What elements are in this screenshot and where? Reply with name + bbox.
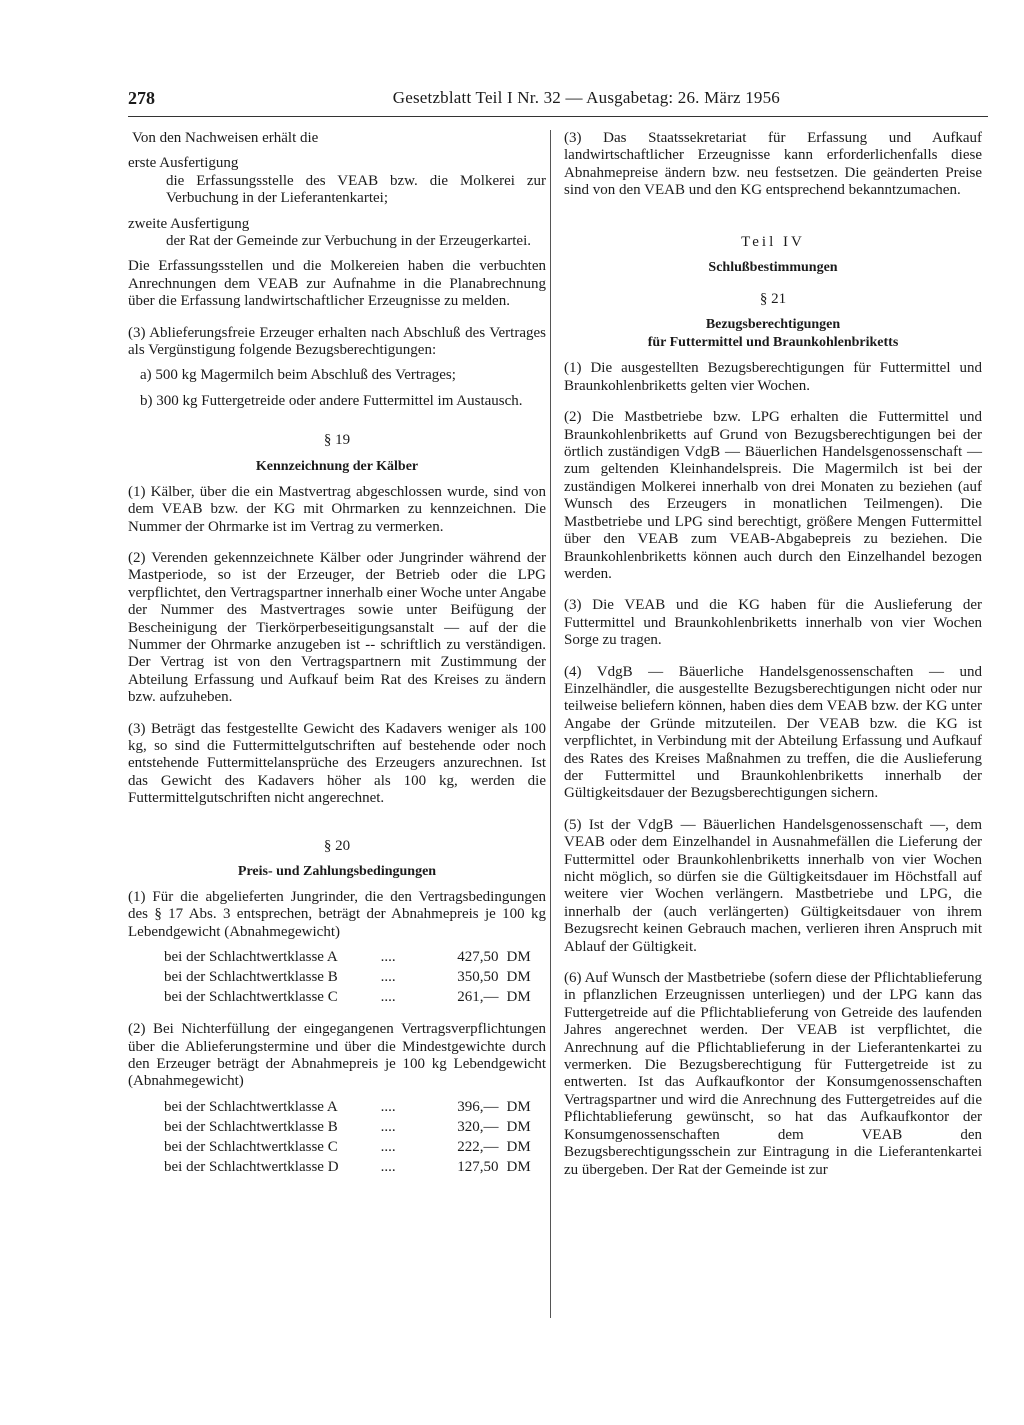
- table-row: [128, 1157, 546, 1177]
- paragraph: (5) Ist der VdgB — Bäuerlichen Handelsgenossenschaft —, dem VEAB oder dem Einzelhandel in Ausnahmefällen die Lieferung der Futtermittel oder Braunkohlenbriketts innerhalb von vier Wochen nicht möglich, so dürfen sie die Gültigkeitsdauer im Höchstfall auf weitere vier Wochen verlängern. Mastbetriebe und LPG, die innerhalb der (auch verlängerten) Gültigkeitsdauer von ihrem Bezugsrecht keinen Gebrauch machen, verlieren ihren Anspruch mit Ablauf der Gültigkeit.: [564, 816, 982, 955]
- right-column: [564, 130, 982, 1179]
- price: 320,—: [457, 1118, 499, 1135]
- unit: DM: [506, 1138, 531, 1155]
- price: 350,50: [457, 969, 499, 986]
- class-label: bei der Schlachtwertklasse C: [164, 1138, 338, 1155]
- price: 127,50: [457, 1158, 499, 1175]
- dots: ....: [380, 969, 396, 986]
- left-column: [128, 130, 546, 1177]
- table-row: [128, 1097, 546, 1117]
- dots: ....: [380, 949, 396, 966]
- first-copy-text: die Erfassungsstelle des VEAB bzw. die Molkerei zur Verbuchung in der Lieferantenkartei;: [166, 172, 546, 207]
- unit: DM: [506, 1098, 531, 1115]
- dots: ....: [380, 1098, 396, 1115]
- header-title: Gesetzblatt Teil I Nr. 32 — Ausgabetag: 26. März 1956: [392, 88, 780, 107]
- price: 261,—: [457, 989, 499, 1006]
- column-divider: [550, 130, 551, 1318]
- paragraph: (2) Verenden gekennzeichnete Kälber oder Jungrinder während der Mastperiode, so ist der Erzeuger, der Betrieb oder die LPG verpflichtet, den Vertragspartner innerhalb einer Woche unter Angabe der Nummer des Mastvertrages sowie unter Beifügung der Bescheinigung der Tierkörperbeseitigungsanstalt — auf der die Nummer der Ohrmarke anzugeben ist -- schriftlich zu verständigen. Der Vertrag ist von den Vertragspartnern mit Zustimmung der Abteilung Erfassung und Aufkauf beim Rat des Kreises zu ändern bzw. aufzuheben.: [128, 549, 546, 706]
- page-header: [128, 88, 780, 116]
- unit: DM: [506, 1118, 531, 1135]
- class-label: bei der Schlachtwertklasse C: [164, 989, 338, 1006]
- dots: ....: [380, 1158, 396, 1175]
- page-number: 278: [128, 88, 155, 108]
- dots: ....: [380, 1138, 396, 1155]
- paragraph: Die Erfassungsstellen und die Molkereien haben die verbuchten Anrechnungen dem VEAB zur Aufnahme in die Planabrechnung über die Erfassung landwirtschaftlicher Erzeugnisse zu melden.: [128, 258, 546, 310]
- first-copy-label: erste Ausfertigung: [128, 155, 239, 172]
- table-row: [128, 947, 546, 967]
- paragraph: (3) Beträgt das festgestellte Gewicht des Kadavers weniger als 100 kg, so sind die Futtermittelgutschriften auf bestehende oder noch entstehende Futtermittelansprüche des Erzeugers anzurechnen. Ist das Gewicht des Kadavers höher als 100 kg, werden die Futtermittelgutschriften nicht angerechnet.: [128, 720, 546, 807]
- intro-line: Von den Nachweisen erhält die: [132, 130, 319, 146]
- paragraph: (6) Auf Wunsch der Mastbetriebe (sofern diese der Pflichtablieferung in pflanzlichen Erzeugnissen unterliegen) und der LPG kann das Futtergetreide auf die Pflichtablieferung von Getreide des laufenden Jahres angerechnet werden. Der VEAB ist verpflichtet, die Anrechnung auf die Pflichtablieferung in der Lieferantenkartei zu vermerken. Die Bezugsberechtigung für Futtergetreide ist zu entwerten. Ist das Aufkaufkontor der Konsumgenossenschaften Vertragspartner und wird die Anrechnung des Futtergetreides auf die Pflichtablieferung gewünscht, so hat das Aufkaufkontor der Konsumgenossenschaften dem VEAB den Bezugsberechtigungsschein zur Eintragung in die Lieferantenkartei zu übergeben. Der Rat der Gemeinde ist zur: [564, 970, 982, 1178]
- second-copy-text: der Rat der Gemeinde zur Verbuchung in der Erzeugerkartei.: [166, 233, 531, 250]
- part-heading: Teil IV: [741, 233, 805, 250]
- section-21-title-line-2: für Futtermittel und Braunkohlenbriketts: [647, 335, 899, 351]
- paragraph: (2) Die Mastbetriebe bzw. LPG erhalten die Futtermittel und Braunkohlenbriketts auf Grund von Bezugsberechtigungen bei der örtlich zuständigen VdgB — Bäuerlichen Handelsgenossenschaft — zum geltenden Kleinhandelspreis. Die Magermilch ist bei der zuständigen Molkerei innerhalb von drei Monaten zu beziehen (auf Wunsch des Erzeugers in monatlichen Teilmengen). Die Mastbetriebe und LPG sind berechtigt, größere Mengen Futtermittel über den VEAB zum VEAB-Abgabepreis zu beziehen. Die Braunkohlenbriketts können auch durch den Einzelhandel bezogen werden.: [564, 409, 982, 582]
- paragraph: (1) Für die abgelieferten Jungrinder, die den Vertragsbedingungen des § 17 Abs. 3 entsprechen, beträgt der Abnahmepreis je 100 kg Lebendgewicht (Abnahmegewicht): [128, 889, 546, 940]
- section-19-number: § 19: [323, 432, 351, 449]
- table-row: [128, 967, 546, 987]
- section-21-number: § 21: [759, 291, 787, 308]
- class-label: bei der Schlachtwertklasse B: [164, 1118, 338, 1135]
- price: 222,—: [457, 1138, 499, 1155]
- second-copy-label: zweite Ausfertigung: [128, 215, 250, 232]
- paragraph: (2) Bei Nichterfüllung der eingegangenen Vertragsverpflichtungen über die Ablieferungstermine und über die Mindestgewichte durch den Erzeuger beträgt der Abnahmepreis je 100 kg Lebendgewicht (Abnahmegewicht): [128, 1021, 546, 1090]
- dots: ....: [380, 989, 396, 1006]
- class-label: bei der Schlachtwertklasse A: [164, 1098, 338, 1115]
- section-19-title: Kennzeichnung der Kälber: [255, 458, 419, 474]
- section-20-number: § 20: [323, 837, 351, 854]
- list-item-a: a) 500 kg Magermilch beim Abschluß des Vertrages;: [140, 367, 456, 384]
- paragraph: (3) Die VEAB und die KG haben für die Auslieferung der Futtermittel und Braunkohlenbriketts innerhalb von vier Wochen Sorge zu tragen.: [564, 597, 982, 649]
- unit: DM: [506, 949, 531, 966]
- paragraph: (1) Kälber, über die ein Mastvertrag abgeschlossen wurde, sind von dem VEAB bzw. der KG mit Ohrmarken zu kennzeichnen. Die Nummer der Ohrmarke ist im Vertrag zu vermerken.: [128, 483, 546, 535]
- list-item-b: b) 300 kg Futtergetreide oder andere Futtermittel im Austausch.: [140, 392, 523, 409]
- part-title: Schlußbestimmungen: [708, 260, 838, 276]
- table-row: [128, 987, 546, 1007]
- section-20-title: Preis- und Zahlungsbedingungen: [237, 864, 437, 879]
- unit: DM: [506, 989, 531, 1006]
- header-rule: [128, 116, 988, 117]
- class-label: bei der Schlachtwertklasse A: [164, 949, 338, 966]
- paragraph: (3) Das Staatssekretariat für Erfassung und Aufkauf landwirtschaftlicher Erzeugnisse kann erforderlichenfalls diese Abnahmepreise ändern bzw. neu festsetzen. Die geänderten Preise sind von den VEAB und den KG entsprechend bekanntzumachen.: [564, 130, 982, 199]
- table-row: [128, 1117, 546, 1137]
- dots: ....: [380, 1118, 396, 1135]
- class-label: bei der Schlachtwertklasse B: [164, 969, 338, 986]
- paragraph: (4) VdgB — Bäuerliche Handelsgenossenschaften — und Einzelhändler, die ausgestellte Bezugsberechtigungen nicht oder nur teilweise beliefern können, haben dies dem VEAB bzw. der KG unter Angabe der Gründe mitzuteilen. Der VEAB bzw. die KG ist verpflichtet, in Verbindung mit der Abteilung Erfassung und Aufkauf des Rates des Kreises Maßnahmen zu treffen, die die Auslieferung der Futtermittel und Braunkohlenbriketts innerhalb der Gültigkeitsdauer der Bezugsberechtigungen sichern.: [564, 663, 982, 802]
- price-table-2: [128, 1097, 546, 1177]
- unit: DM: [506, 969, 531, 986]
- paragraph: (1) Die ausgestellten Bezugsberechtigungen für Futtermittel und Braunkohlenbriketts gelten vier Wochen.: [564, 360, 982, 394]
- unit: DM: [506, 1158, 531, 1175]
- paragraph: (3) Ablieferungsfreie Erzeuger erhalten nach Abschluß des Vertrages als Vergünstigung folgende Bezugsberechtigungen:: [128, 324, 546, 359]
- price: 427,50: [457, 949, 499, 966]
- class-label: bei der Schlachtwertklasse D: [164, 1158, 339, 1175]
- price-table-1: [128, 947, 546, 1007]
- price: 396,—: [457, 1098, 499, 1115]
- table-row: [128, 1137, 546, 1157]
- section-21-title-line-1: Bezugsberechtigungen: [705, 317, 841, 333]
